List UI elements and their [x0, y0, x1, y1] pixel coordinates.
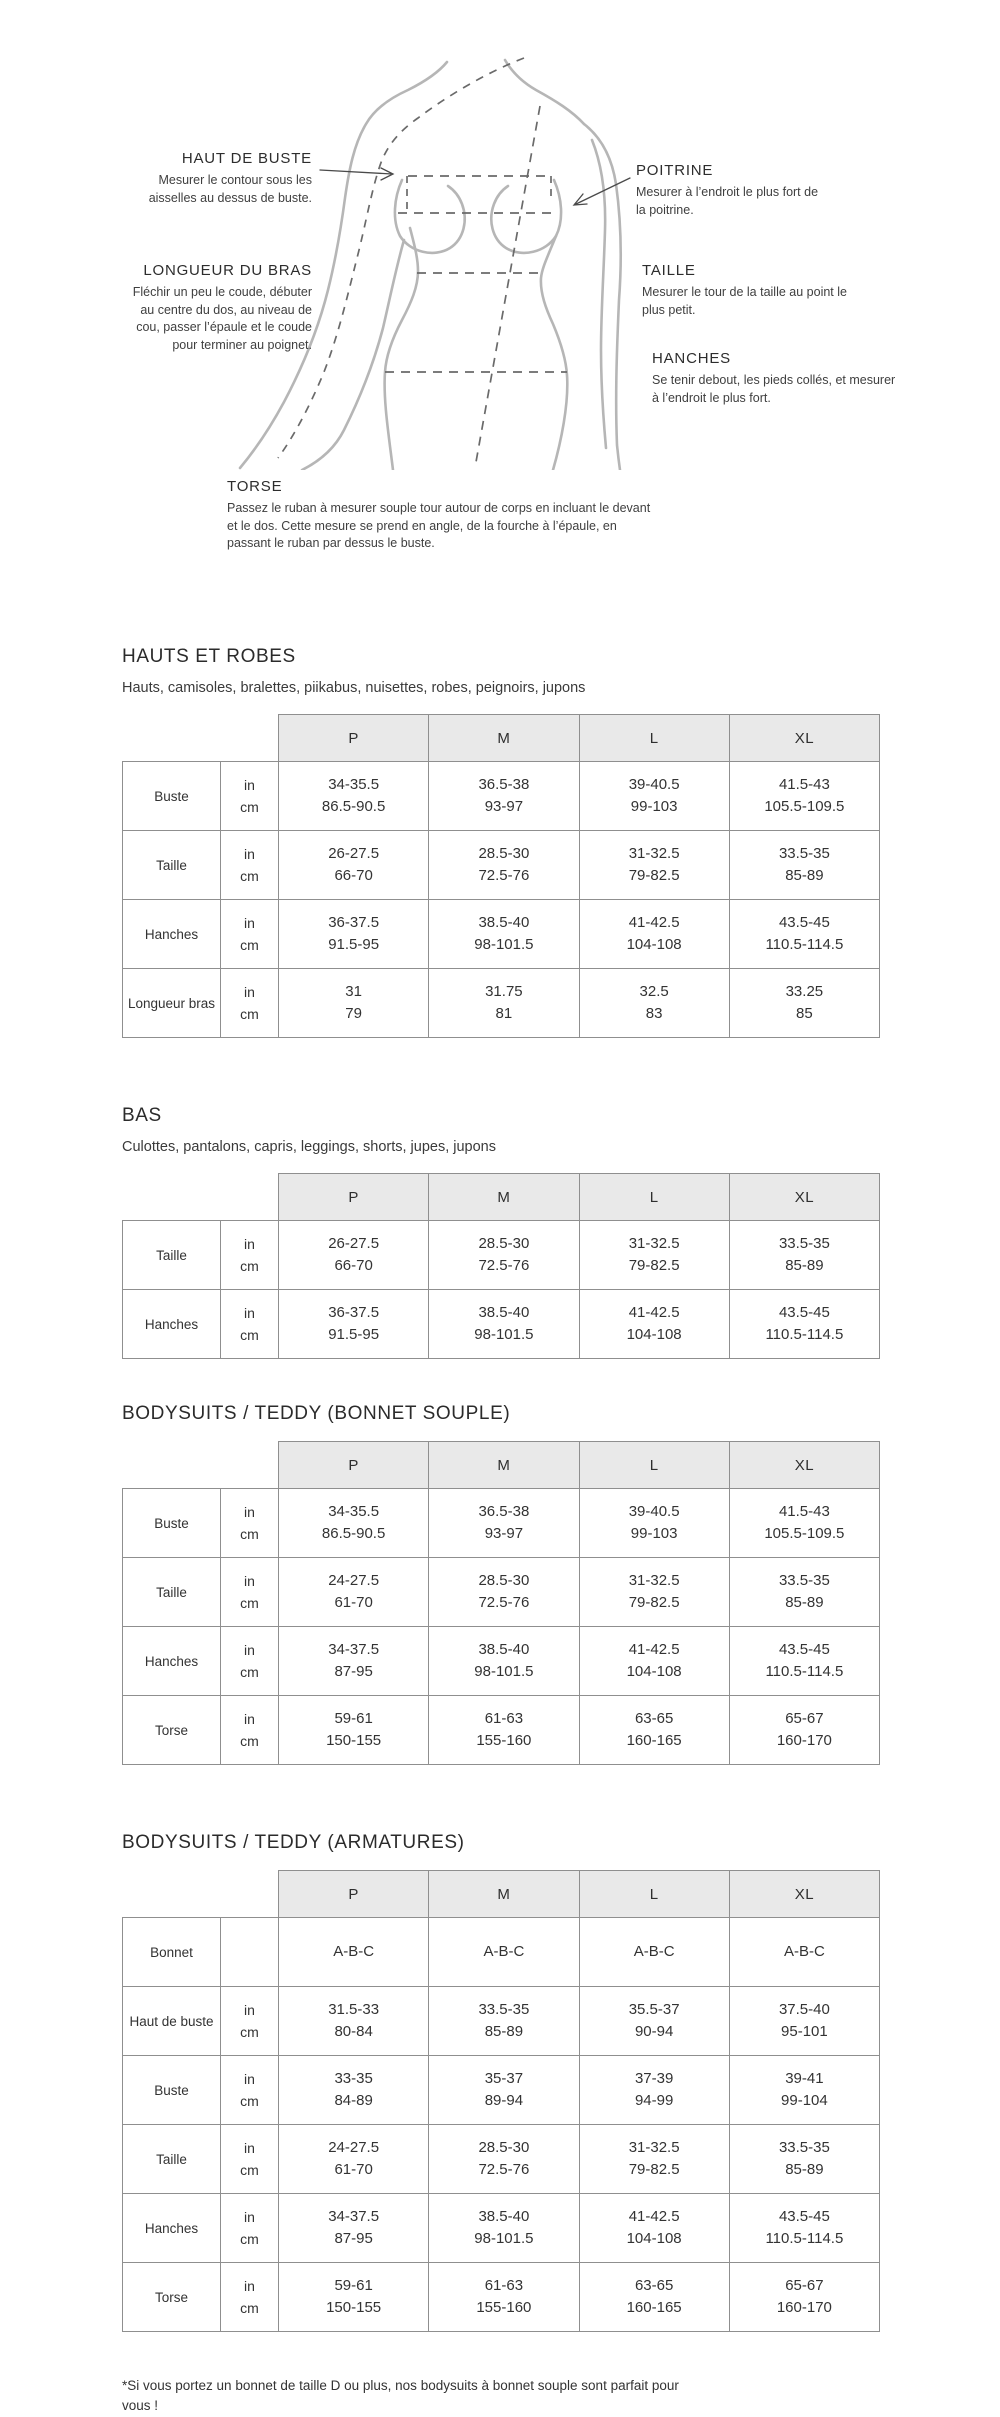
measure-label-poitrine	[636, 162, 826, 219]
size-value-cell: 34-37.5 87-95	[279, 1627, 429, 1696]
size-value-cell: 41-42.5 104-108	[579, 2194, 729, 2263]
measure-desc: Mesurer le contour sous les aisselles au dessus de buste.	[148, 173, 312, 205]
size-value-cell: 33.5-35 85-89	[729, 1221, 879, 1290]
size-value-cell: 37.5-40 95-101	[729, 1987, 879, 2056]
table-row	[123, 2056, 880, 2125]
measure-row-label: Longueur bras	[123, 969, 221, 1038]
size-guide-content	[122, 645, 880, 2332]
measure-title: POITRINE	[636, 162, 714, 179]
size-table-container-bodysuits-armatures	[122, 1870, 880, 2332]
unit-cell: in cm	[221, 969, 279, 1038]
size-value-cell: 59-61 150-155	[279, 1696, 429, 1765]
size-value-cell: 36.5-38 93-97	[429, 1489, 579, 1558]
unit-cell: in cm	[221, 900, 279, 969]
size-value-cell: 35-37 89-94	[429, 2056, 579, 2125]
size-value-cell: 38.5-40 98-101.5	[429, 2194, 579, 2263]
measure-desc: Se tenir debout, les pieds collés, et mesurer à l’endroit le plus fort.	[652, 373, 896, 405]
size-column-header: XL	[729, 715, 879, 762]
unit-cell: in cm	[221, 2263, 279, 2332]
size-value-cell: 61-63 155-160	[429, 1696, 579, 1765]
size-column-header: L	[579, 715, 729, 762]
section-bodysuits-armatures	[122, 1831, 880, 2332]
measure-label-longueur-du-bras	[130, 262, 312, 354]
measure-label-torse	[227, 478, 657, 553]
size-value-cell: 39-41 99-104	[729, 2056, 879, 2125]
size-value-cell: 33.5-35 85-89	[429, 1987, 579, 2056]
size-value-cell: 31-32.5 79-82.5	[579, 831, 729, 900]
size-value-cell: 59-61 150-155	[279, 2263, 429, 2332]
size-value-cell: 24-27.5 61-70	[279, 1558, 429, 1627]
size-value-cell: 28.5-30 72.5-76	[429, 831, 579, 900]
size-value-cell: 33-35 84-89	[279, 2056, 429, 2125]
measure-row-label: Buste	[123, 762, 221, 831]
table-row	[123, 2125, 880, 2194]
size-value-cell: 26-27.5 66-70	[279, 831, 429, 900]
size-value-cell: 43.5-45 110.5-114.5	[729, 1290, 879, 1359]
size-table	[122, 1870, 880, 2332]
size-value-cell: 34-35.5 86.5-90.5	[279, 762, 429, 831]
measurement-dashed-lines	[278, 58, 567, 462]
unit-cell: in cm	[221, 762, 279, 831]
size-column-header: XL	[729, 1442, 879, 1489]
size-table-container-hauts	[122, 714, 880, 1038]
unit-cell: in cm	[221, 1290, 279, 1359]
size-value-cell: 28.5-30 72.5-76	[429, 2125, 579, 2194]
measure-title: TORSE	[227, 478, 283, 495]
haut-de-buste-arrow-icon	[320, 168, 393, 180]
size-value-cell: 41.5-43 105.5-109.5	[729, 762, 879, 831]
measure-row-label: Hanches	[123, 900, 221, 969]
measure-row-label: Torse	[123, 1696, 221, 1765]
unit-cell: in cm	[221, 1627, 279, 1696]
size-column-header: P	[279, 1871, 429, 1918]
size-table	[122, 714, 880, 1038]
size-value-cell: 26-27.5 66-70	[279, 1221, 429, 1290]
table-row	[123, 969, 880, 1038]
unit-cell: in cm	[221, 831, 279, 900]
table-row	[123, 1696, 880, 1765]
unit-cell: in cm	[221, 2194, 279, 2263]
size-column-header: M	[429, 1442, 579, 1489]
size-column-header: L	[579, 1442, 729, 1489]
size-column-header: L	[579, 1871, 729, 1918]
size-value-cell: 63-65 160-165	[579, 2263, 729, 2332]
unit-cell: in cm	[221, 2056, 279, 2125]
size-value-cell: 41.5-43 105.5-109.5	[729, 1489, 879, 1558]
size-value-cell: 28.5-30 72.5-76	[429, 1221, 579, 1290]
table-row	[123, 1221, 880, 1290]
unit-cell: in cm	[221, 1221, 279, 1290]
measure-label-hanches	[652, 350, 897, 407]
size-value-cell: 34-37.5 87-95	[279, 2194, 429, 2263]
measure-row-label: Buste	[123, 1489, 221, 1558]
measure-row-label: Hanches	[123, 1290, 221, 1359]
size-value-cell: 31-32.5 79-82.5	[579, 1221, 729, 1290]
size-value-cell: 65-67 160-170	[729, 2263, 879, 2332]
size-value-cell: 43.5-45 110.5-114.5	[729, 900, 879, 969]
table-row	[123, 831, 880, 900]
size-value-cell: 24-27.5 61-70	[279, 2125, 429, 2194]
pointer-arrows	[320, 168, 630, 205]
measure-row-label: Hanches	[123, 2194, 221, 2263]
size-value-cell: A-B-C	[579, 1918, 729, 1987]
size-value-cell: 34-35.5 86.5-90.5	[279, 1489, 429, 1558]
size-column-header: M	[429, 1174, 579, 1221]
measure-row-label: Taille	[123, 831, 221, 900]
measure-desc: Fléchir un peu le coude, débuter au centre du dos, au niveau de cou, passer l’épaule et le coude pour terminer au poignet.	[132, 285, 312, 352]
table-row	[123, 1627, 880, 1696]
size-value-cell: 32.5 83	[579, 969, 729, 1038]
size-column-header: L	[579, 1174, 729, 1221]
unit-cell	[221, 1918, 279, 1987]
size-value-cell: 63-65 160-165	[579, 1696, 729, 1765]
size-value-cell: 43.5-45 110.5-114.5	[729, 1627, 879, 1696]
measure-desc: Mesurer le tour de la taille au point le plus petit.	[642, 285, 847, 317]
measure-row-label: Bonnet	[123, 1918, 221, 1987]
section-title: HAUTS ET ROBES	[122, 646, 296, 667]
size-table-container-bodysuits-souple	[122, 1441, 880, 1765]
size-value-cell: 33.5-35 85-89	[729, 831, 879, 900]
size-column-header: P	[279, 715, 429, 762]
header-blank-cell	[123, 1174, 279, 1221]
footnote: *Si vous portez un bonnet de taille D ou plus, nos bodysuits à bonnet souple sont parfait pour vous !	[122, 2378, 679, 2414]
size-value-cell: 65-67 160-170	[729, 1696, 879, 1765]
size-value-cell: 38.5-40 98-101.5	[429, 900, 579, 969]
unit-cell: in cm	[221, 1987, 279, 2056]
header-blank-cell	[123, 1871, 279, 1918]
table-row	[123, 1489, 880, 1558]
measure-title: HANCHES	[652, 350, 731, 367]
size-value-cell: A-B-C	[279, 1918, 429, 1987]
size-value-cell: 33.5-35 85-89	[729, 2125, 879, 2194]
size-value-cell: 28.5-30 72.5-76	[429, 1558, 579, 1627]
table-row	[123, 1918, 880, 1987]
size-table-container-bas	[122, 1173, 880, 1359]
size-column-header: P	[279, 1174, 429, 1221]
measure-label-haut-de-buste	[112, 150, 312, 207]
section-subtitle: Culottes, pantalons, capris, leggings, shorts, jupes, jupons	[122, 1139, 496, 1155]
size-value-cell: 39-40.5 99-103	[579, 1489, 729, 1558]
measure-desc: Passez le ruban à mesurer souple tour autour de corps en incluant le devant et le dos. Cette mesure se prend en angle, de la fourche à l’épaule, en passant le ruban par dessus le buste.	[227, 501, 651, 550]
size-table	[122, 1173, 880, 1359]
measure-label-taille	[642, 262, 852, 319]
section-title: BODYSUITS / TEDDY (ARMATURES)	[122, 1832, 465, 1853]
measure-desc: Mesurer à l’endroit le plus fort de la poitrine.	[636, 185, 819, 217]
unit-cell: in cm	[221, 1696, 279, 1765]
size-value-cell: 36.5-38 93-97	[429, 762, 579, 831]
size-value-cell: 35.5-37 90-94	[579, 1987, 729, 2056]
table-row	[123, 2263, 880, 2332]
table-row	[123, 1290, 880, 1359]
measure-title: TAILLE	[642, 262, 696, 279]
size-value-cell: A-B-C	[729, 1918, 879, 1987]
measurement-diagram-area	[0, 0, 1000, 590]
measure-title: HAUT DE BUSTE	[181, 150, 312, 167]
section-title: BAS	[122, 1105, 162, 1126]
section-subtitle: Hauts, camisoles, bralettes, piikabus, nuisettes, robes, peignoirs, jupons	[122, 680, 586, 696]
size-column-header: M	[429, 1871, 579, 1918]
header-blank-cell	[123, 715, 279, 762]
size-value-cell: 41-42.5 104-108	[579, 1290, 729, 1359]
size-value-cell: 31 79	[279, 969, 429, 1038]
size-value-cell: 36-37.5 91.5-95	[279, 900, 429, 969]
table-row	[123, 1987, 880, 2056]
size-value-cell: 39-40.5 99-103	[579, 762, 729, 831]
table-row	[123, 1558, 880, 1627]
section-title: BODYSUITS / TEDDY (BONNET SOUPLE)	[122, 1403, 511, 1424]
measure-row-label: Taille	[123, 1558, 221, 1627]
size-table	[122, 1441, 880, 1765]
size-value-cell: 33.25 85	[729, 969, 879, 1038]
table-row	[123, 762, 880, 831]
measure-title: LONGUEUR DU BRAS	[143, 262, 312, 279]
size-value-cell: 33.5-35 85-89	[729, 1558, 879, 1627]
size-value-cell: 36-37.5 91.5-95	[279, 1290, 429, 1359]
measure-row-label: Haut de buste	[123, 1987, 221, 2056]
unit-cell: in cm	[221, 1489, 279, 1558]
section-bodysuits-bonnet-souple	[122, 1402, 880, 1765]
size-value-cell: 38.5-40 98-101.5	[429, 1627, 579, 1696]
size-column-header: P	[279, 1442, 429, 1489]
size-value-cell: 38.5-40 98-101.5	[429, 1290, 579, 1359]
section-hauts-et-robes	[122, 645, 880, 1038]
measure-row-label: Buste	[123, 2056, 221, 2125]
measure-row-label: Taille	[123, 2125, 221, 2194]
size-value-cell: 31-32.5 79-82.5	[579, 1558, 729, 1627]
section-bas	[122, 1104, 880, 1359]
torse-line	[476, 106, 540, 462]
size-value-cell: 43.5-45 110.5-114.5	[729, 2194, 879, 2263]
measure-row-label: Hanches	[123, 1627, 221, 1696]
unit-cell: in cm	[221, 2125, 279, 2194]
measure-row-label: Torse	[123, 2263, 221, 2332]
size-value-cell: 41-42.5 104-108	[579, 1627, 729, 1696]
header-blank-cell	[123, 1442, 279, 1489]
size-column-header: M	[429, 715, 579, 762]
table-row	[123, 900, 880, 969]
table-row	[123, 2194, 880, 2263]
size-value-cell: 37-39 94-99	[579, 2056, 729, 2125]
size-value-cell: 31.5-33 80-84	[279, 1987, 429, 2056]
size-value-cell: 41-42.5 104-108	[579, 900, 729, 969]
size-column-header: XL	[729, 1871, 879, 1918]
size-value-cell: 61-63 155-160	[429, 2263, 579, 2332]
size-value-cell: A-B-C	[429, 1918, 579, 1987]
size-value-cell: 31.75 81	[429, 969, 579, 1038]
size-value-cell: 31-32.5 79-82.5	[579, 2125, 729, 2194]
unit-cell: in cm	[221, 1558, 279, 1627]
measure-row-label: Taille	[123, 1221, 221, 1290]
size-column-header: XL	[729, 1174, 879, 1221]
